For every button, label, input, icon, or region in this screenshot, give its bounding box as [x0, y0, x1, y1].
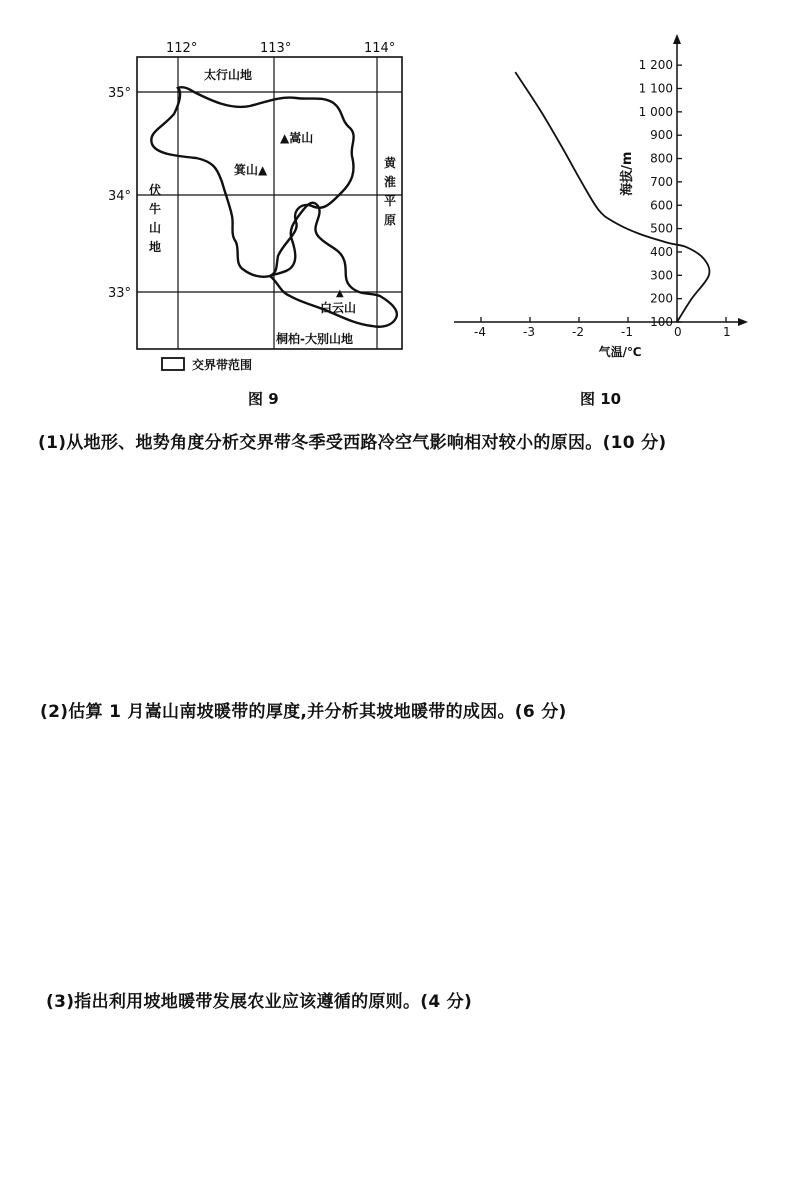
label-funiu-2: 牛 — [149, 202, 162, 216]
y-tick-label: 600 — [650, 198, 673, 213]
lat-label-33: 33° — [108, 286, 132, 301]
x-tick-label: -1 — [621, 325, 633, 339]
lat-label-34: 34° — [108, 189, 132, 204]
map-svg — [108, 30, 420, 375]
x-tick-label: -3 — [523, 325, 535, 339]
question-1: (1)从地形、地势角度分析交界带冬季受西路冷空气影响相对较小的原因。(10 分) — [38, 433, 667, 453]
label-baiyun: 白云山 — [320, 301, 357, 315]
label-funiu-1: 伏 — [149, 183, 162, 197]
lat-label-35: 35° — [108, 86, 132, 101]
lon-label-113: 113° — [260, 41, 292, 56]
question-3: (3)指出利用坡地暖带发展农业应该遵循的原则。(4 分) — [46, 992, 473, 1012]
label-jishan: 箕山▲ — [234, 163, 268, 177]
y-tick-label: 400 — [650, 244, 673, 259]
lon-label-114: 114° — [364, 41, 396, 56]
figure-9-caption: 图 9 — [248, 390, 279, 408]
y-tick-label: 900 — [650, 128, 673, 143]
x-tick-label: 1 — [723, 325, 731, 339]
label-taihang: 太行山地 — [204, 68, 253, 82]
x-tick-label: 0 — [674, 325, 682, 339]
y-tick-label: 1 200 — [638, 58, 673, 73]
baiyun-peak-icon: ▲ — [336, 288, 344, 299]
y-tick-label: 200 — [650, 291, 673, 306]
label-funiu-4: 地 — [149, 240, 162, 254]
y-axis-label: 海拔/m — [620, 151, 635, 196]
x-tick-label: -4 — [474, 325, 486, 339]
label-huanghuai-2: 淮 — [384, 175, 397, 189]
label-songshan: ▲嵩山 — [280, 131, 314, 145]
legend-swatch — [162, 358, 184, 370]
figure-10-caption: 图 10 — [580, 390, 622, 408]
label-huanghuai-3: 平 — [384, 194, 397, 208]
y-tick-label: 1 100 — [638, 81, 673, 96]
figure-10-chart — [440, 30, 770, 370]
x-axis-arrow — [738, 318, 748, 326]
y-tick-label: 800 — [650, 151, 673, 166]
label-funiu-3: 山 — [149, 221, 162, 235]
label-huanghuai-4: 原 — [384, 213, 397, 227]
y-tick-label: 700 — [650, 174, 673, 189]
y-tick-label: 300 — [650, 268, 673, 283]
chart-svg — [440, 30, 770, 370]
x-tick-label: -2 — [572, 325, 584, 339]
question-2: (2)估算 1 月嵩山南坡暖带的厚度,并分析其坡地暖带的成因。(6 分) — [40, 702, 567, 722]
figure-9-map — [108, 30, 420, 375]
lon-label-112: 112° — [166, 41, 198, 56]
y-tick-label: 500 — [650, 221, 673, 236]
temperature-profile-line — [515, 72, 709, 322]
y-axis-arrow — [673, 34, 681, 44]
x-axis-label: 气温/℃ — [598, 345, 642, 359]
boundary-upper-lobe — [151, 87, 353, 277]
label-huanghuai-1: 黄 — [384, 156, 397, 170]
y-tick-label: 100 — [650, 315, 673, 329]
label-tongbai: 桐柏-大别山地 — [276, 332, 353, 346]
y-tick-label: 1 000 — [638, 104, 673, 119]
legend-label: 交界带范围 — [192, 358, 253, 372]
